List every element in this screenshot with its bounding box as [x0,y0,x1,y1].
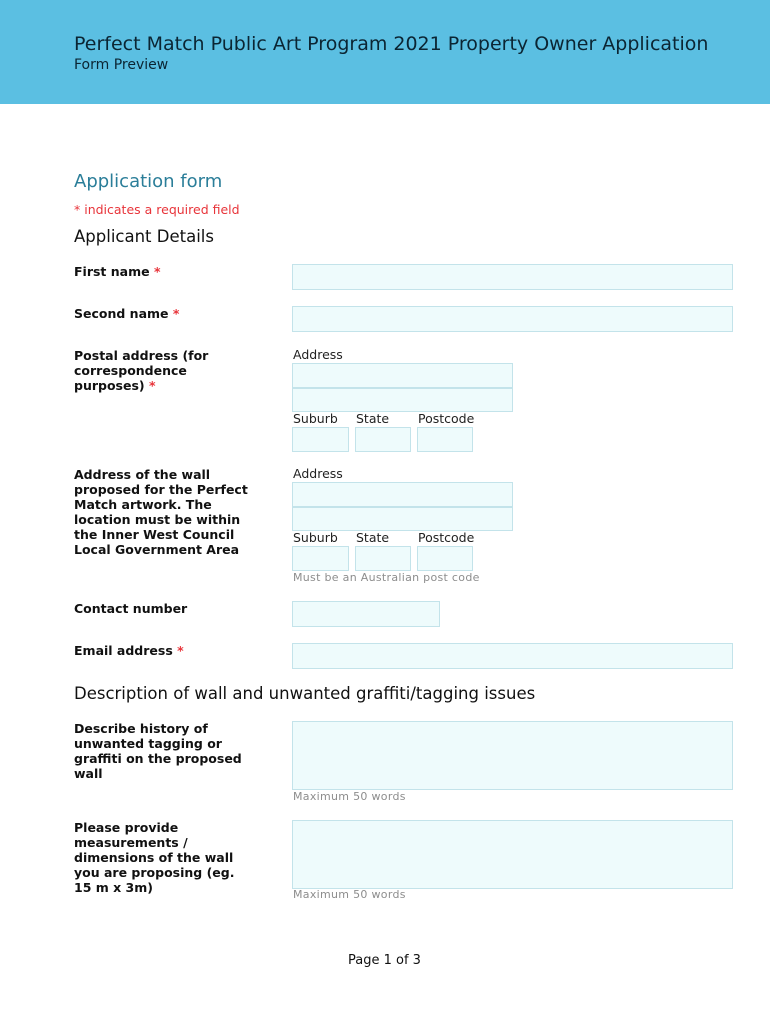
wall-suburb-label: Suburb [293,530,338,545]
application-form-heading: Application form [74,171,223,192]
postal-suburb-input[interactable] [292,427,349,452]
postal-state-input[interactable] [355,427,411,452]
header-banner [0,0,770,104]
postal-postcode-input[interactable] [417,427,473,452]
required-star: * [153,264,161,279]
required-star: * [177,643,184,658]
wall-address-line2-input[interactable] [292,507,513,531]
first-name-label [74,264,264,279]
postal-address-label-text: Postal address (for correspondence purposes) [74,348,209,393]
applicant-details-heading: Applicant Details [74,227,214,246]
wall-postcode-label: Postcode [418,530,475,545]
wall-state-label: State [356,530,390,545]
history-word-limit-hint: Maximum 50 words [293,790,406,803]
first-name-label-text: First name [74,264,150,279]
postal-address-line1-input[interactable] [292,363,513,388]
email-address-label [74,643,264,658]
postcode-hint: Must be an Australian post code [293,571,480,584]
postal-address-label [74,348,244,393]
measurements-textarea[interactable] [292,820,733,889]
wall-suburb-input[interactable] [292,546,349,571]
postal-address-line-label: Address [293,347,343,362]
postal-address-line2-input[interactable] [292,388,513,412]
postal-state-label: State [356,411,390,426]
measurements-word-limit-hint: Maximum 50 words [293,888,406,901]
postal-postcode-label: Postcode [418,411,475,426]
form-title: Perfect Match Public Art Program 2021 Property Owner Application [74,33,709,55]
wall-description-heading: Description of wall and unwanted graffiti/tagging issues [74,684,536,703]
required-star: * [172,306,180,321]
wall-state-input[interactable] [355,546,411,571]
measurements-label: Please provide measurements / dimensions of the wall you are proposing (eg. 15 m x 3m) [74,820,235,895]
email-address-input[interactable] [292,643,733,669]
wall-address-label: Address of the wall proposed for the Perfect Match artwork. The location must be within the Inner West Council Local Government Area [74,467,248,557]
wall-address-line1-input[interactable] [292,482,513,507]
form-subtitle: Form Preview [74,57,169,73]
postal-suburb-label: Suburb [293,411,338,426]
second-name-input[interactable] [292,306,733,332]
contact-number-label: Contact number [74,601,188,616]
email-address-label-text: Email address [74,643,173,658]
first-name-input[interactable] [292,264,733,290]
second-name-label [74,306,264,321]
wall-postcode-input[interactable] [417,546,473,571]
page-indicator: Page 1 of 3 [348,953,421,968]
required-field-note: * indicates a required field [74,202,240,217]
graffiti-history-label: Describe history of unwanted tagging or graffiti on the proposed wall [74,721,242,781]
contact-number-input[interactable] [292,601,440,627]
wall-address-line-label: Address [293,466,343,481]
second-name-label-text: Second name [74,306,169,321]
required-star: * [148,378,156,393]
graffiti-history-textarea[interactable] [292,721,733,790]
